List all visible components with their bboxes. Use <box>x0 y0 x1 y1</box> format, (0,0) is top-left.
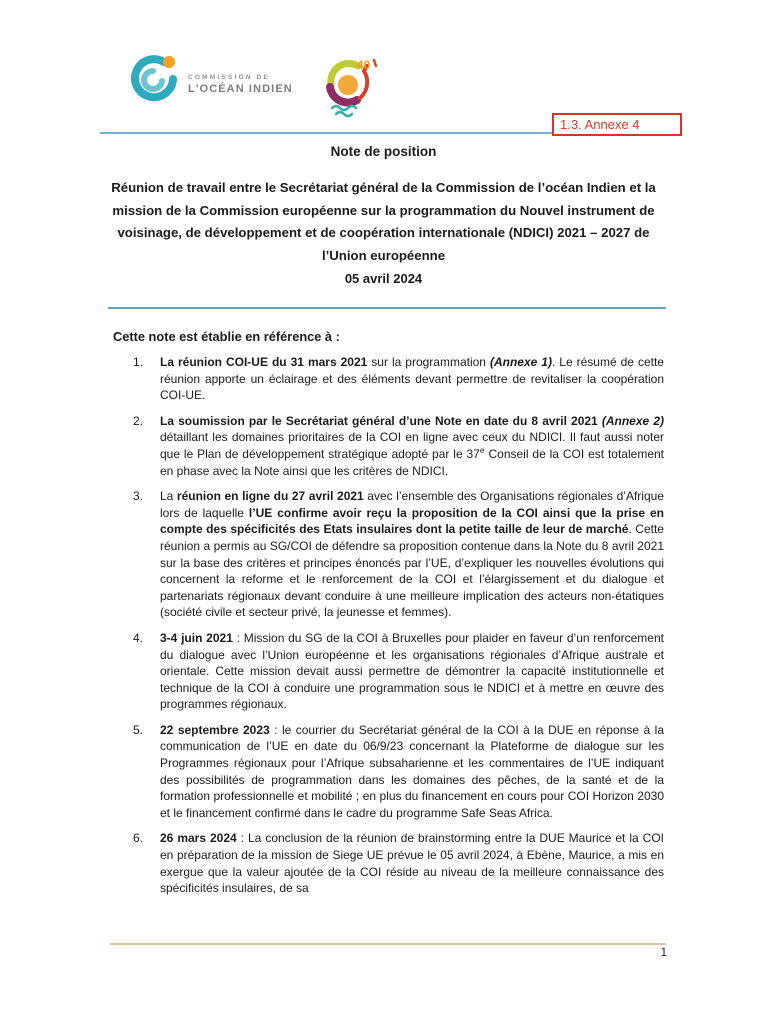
list-item-number: 3. <box>133 489 144 504</box>
list-item <box>133 830 664 896</box>
coi-logo-line2: L'OCÉAN INDIEN <box>188 83 293 95</box>
meeting-subject: Réunion de travail entre le Secrétariat général de la Commission de l’océan Indien et la mission de la Commission européenne sur la programmation du Nouvel instrument de voisinage, de développement et de coopération internationale (NDICI) 2021 – 2027 de l’Union européenne <box>111 180 656 263</box>
anniversary-40-text: 40 <box>356 58 371 72</box>
document-date: 05 avril 2024 <box>344 271 423 286</box>
list-item-number: 6. <box>133 831 144 846</box>
list-item <box>133 488 664 621</box>
annex-stamp: 1.3. Annexe 4 <box>552 113 682 136</box>
anniversary-40-logo <box>321 54 379 127</box>
reference-list <box>133 354 664 906</box>
list-item-number: 5. <box>133 722 144 737</box>
footer-rule <box>110 943 666 945</box>
list-item-text: La soumission par le Secrétariat général d’une Note en date du 8 avril 2021 (Annexe 2) détaillant les domaines prioritaires de la COI en ligne avec ceux du NDICI. Il faut aussi noter que le Plan de développement stratégique adopté par le 37e Conseil de la COI est totalement en phase avec la Note ainsi que les critères de NDICI. <box>160 413 665 478</box>
list-item-text: 3-4 juin 2021 : Mission du SG de la COI à Bruxelles pour plaider en faveur d’un renforcement du dialogue avec l’Union européenne et les organisations régionales d’Afrique australe et orientale. Cette mission devait aussi permettre de démontrer la capacité institutionnelle et technique de la COI à conduire une programmation sous le NDICI et à mettre en œuvre des programmes régionaux. <box>160 630 664 712</box>
list-item-number: 1. <box>133 355 144 369</box>
title-separator-rule <box>108 307 666 309</box>
list-item-number: 4. <box>133 630 144 645</box>
coi-logo-icon <box>128 54 178 109</box>
list-item <box>133 413 664 479</box>
list-item-number: 2. <box>133 413 144 428</box>
coi-logo-text <box>188 74 293 95</box>
list-item-text: La réunion COI-UE du 31 mars 2021 sur la programmation (Annexe 1). Le résumé de cette réunion apporte un éclairage et des éléments devant permettre de revitaliser la coopération COI-UE. <box>160 355 664 403</box>
list-item-text: 22 septembre 2023 : le courrier du Secrétariat général de la COI à la DUE en réponse à la communication de l’UE en date du 06/9/23 concernant la Plateforme de dialogue sur les Programmes régionaux pour l’Afrique subsaharienne et les commentaires de l’UE indiquant des possibilités de programmation dans les domaines des pêches, de la santé et de la formation professionnelle et mobilité ; en plus du financement en cours pour COI Horizon 2030 et le financement confirmé dans le cadre du programme Safe Seas Africa. <box>160 722 664 820</box>
list-item-text: La réunion en ligne du 27 avril 2021 avec l’ensemble des Organisations régionales d’Afrique lors de laquelle l’UE confirme avoir reçu la proposition de la COI ainsi que la prise en compte des spécificités des Etats insulaires dont la petite taille de leur de marché. Cette réunion a permis au SG/COI de défendre sa proposition contenue dans la Note du 8 avril 2021 sur la base des critères et principes énoncés par l’UE, d’expliquer les nouvelles évolutions qui concernent la reforme et le renforcement de la COI et l’élargissement et du dialogue et partenariats régionaux devant conduire à une meilleure implication des acteurs non-étatiques (société civile et secteur privé, la jeunesse et femmes). <box>160 489 664 620</box>
coi-logo-line1: COMMISSION DE <box>188 74 271 81</box>
reference-intro: Cette note est établie en référence à : <box>113 329 340 344</box>
list-item-text: 26 mars 2024 : La conclusion de la réunion de brainstorming entre la DUE Maurice et la COI en préparation de la mission de Siege UE prévue le 05 avril 2024, à Ebène, Maurice, a mis en exergue que la valeur ajoutée de la COI réside au niveau de la meilleure connaissance des spécificités insulaires, de sa <box>160 831 664 896</box>
list-item <box>133 722 664 822</box>
page-number: 1 <box>660 947 667 959</box>
coi-logo <box>128 54 293 109</box>
list-item <box>133 354 664 404</box>
page-title: Note de position <box>330 144 437 159</box>
header-logos <box>128 54 379 127</box>
list-item <box>133 630 664 713</box>
